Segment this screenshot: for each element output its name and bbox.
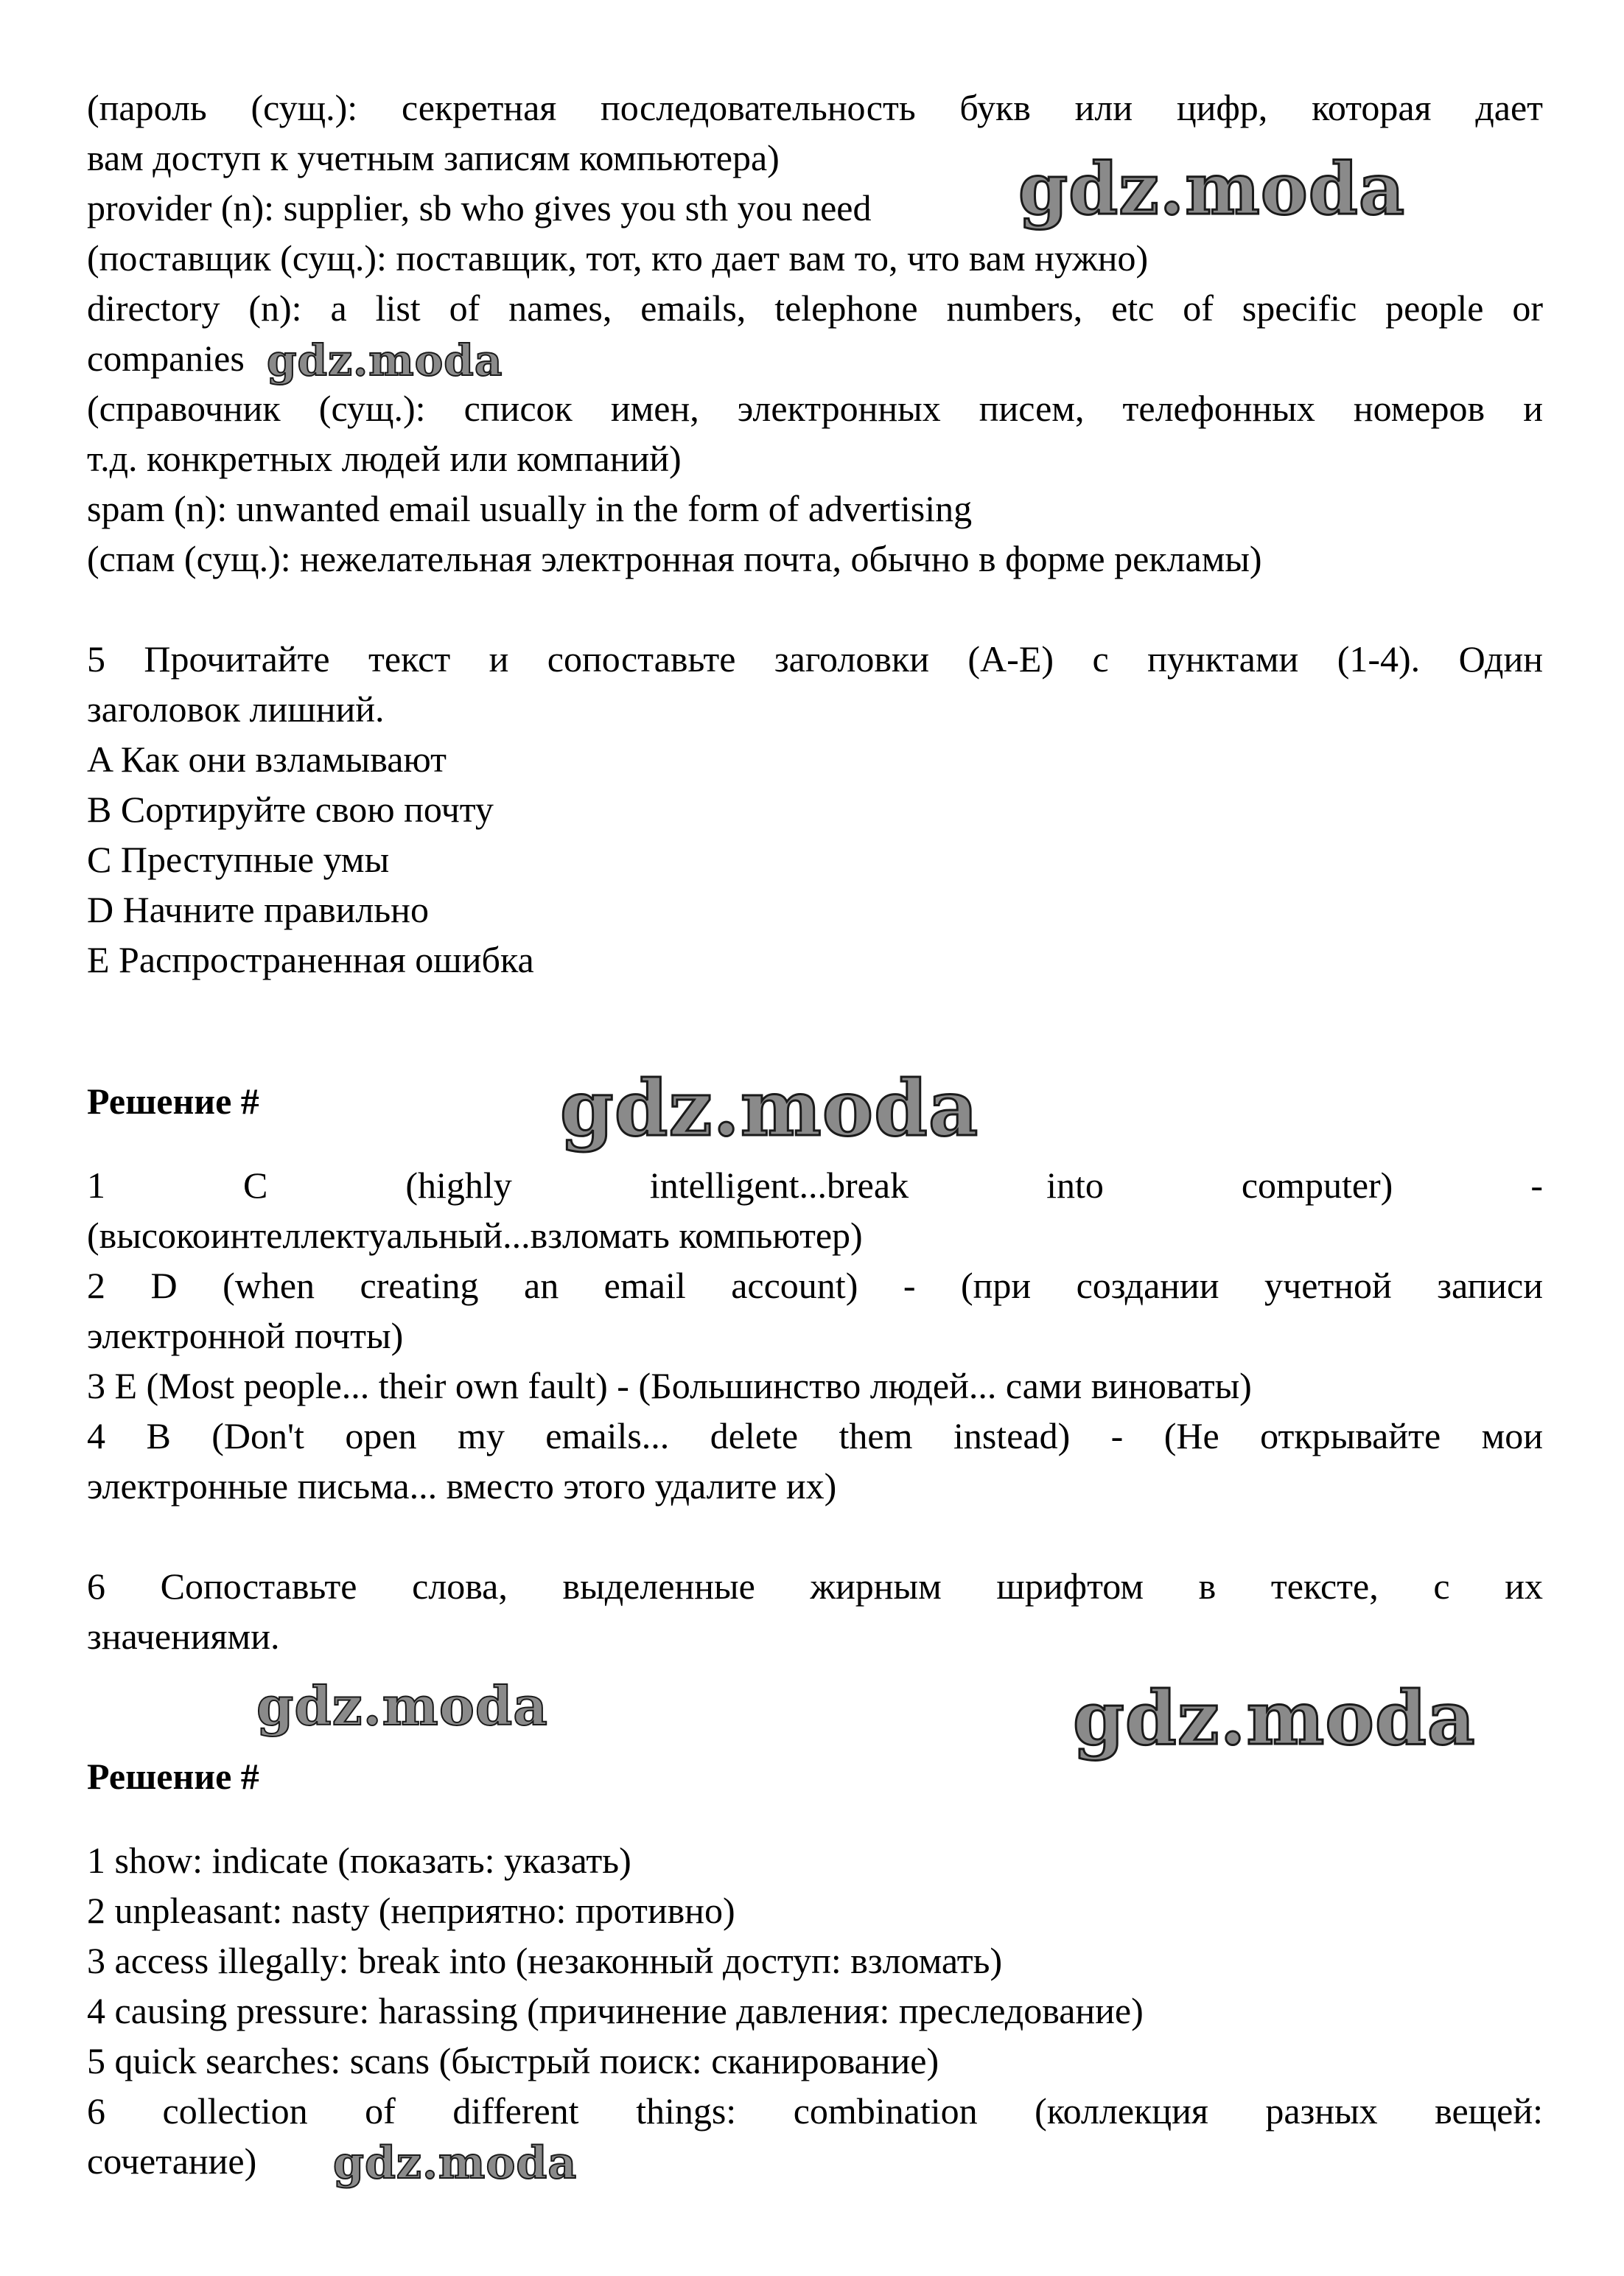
answer-line: 1 show: indicate (показать: указать) <box>87 1840 631 1881</box>
exercise-5-instruction: 5 Прочитайте текст и сопоставьте заголовки (A-E) с пунктами (1-4). Один <box>87 638 1543 680</box>
answer-line: (высокоинтеллектуальный...взломать компьютер) <box>87 1215 863 1256</box>
answer-line: 1 C (highly intelligent...break into computer) - <box>87 1165 1543 1206</box>
answer-line: 5 quick searches: scans (быстрый поиск: сканирование) <box>87 2040 939 2081</box>
heading-option-d: D Начните правильно <box>87 889 429 930</box>
watermark: gdz.moda <box>1018 147 1406 231</box>
text-line: т.д. конкретных людей или компаний) <box>87 438 682 479</box>
text-line: spam (n): unwanted email usually in the form of advertising <box>87 488 973 529</box>
watermark: gdz.moda <box>256 1675 548 1737</box>
text-line: (пароль (сущ.): секретная последовательность букв или цифр, которая дает <box>87 87 1543 128</box>
answer-line: 3 E (Most people... their own fault) - (Большинство людей... сами виноваты) <box>87 1365 1252 1406</box>
text-line: directory (n): a list of names, emails, telephone numbers, etc of specific people or <box>87 287 1543 329</box>
answer-line: 6 collection of different things: combination (коллекция разных вещей: <box>87 2090 1543 2132</box>
text-line: заголовок лишний. <box>87 688 385 730</box>
watermark: gdz.moda <box>267 335 503 385</box>
heading-option-b: B Сортируйте свою почту <box>87 789 494 830</box>
text-line: (спам (сущ.): нежелательная электронная почта, обычно в форме рекламы) <box>87 538 1262 579</box>
text-line: (поставщик (сущ.): поставщик, тот, кто дает вам то, что вам нужно) <box>87 237 1149 279</box>
text-line: companies <box>87 338 245 379</box>
text-line: вам доступ к учетным записям компьютера) <box>87 137 780 178</box>
solution-heading: Решение # <box>87 1081 259 1122</box>
heading-option-e: E Распространенная ошибка <box>87 939 534 980</box>
answer-line: сочетание) <box>87 2140 257 2182</box>
text-line: provider (n): supplier, sb who gives you sth you need <box>87 187 872 228</box>
answer-line: электронной почты) <box>87 1315 404 1356</box>
answer-line: 4 B (Don't open my emails... delete them instead) - (Не открывайте мои <box>87 1415 1543 1456</box>
watermark: gdz.moda <box>1073 1675 1476 1762</box>
answer-line: 4 causing pressure: harassing (причинение давления: преследование) <box>87 1990 1144 2031</box>
exercise-6-instruction: 6 Сопоставьте слова, выделенные жирным шрифтом в тексте, с их <box>87 1565 1543 1607</box>
watermark: gdz.moda <box>560 1063 979 1153</box>
heading-option-c: C Преступные умы <box>87 839 390 880</box>
answer-line: 2 unpleasant: nasty (неприятно: противно) <box>87 1890 735 1931</box>
heading-option-a: A Как они взламывают <box>87 739 447 780</box>
answer-line: электронные письма... вместо этого удалите их) <box>87 1465 837 1507</box>
text-line: значениями. <box>87 1616 280 1657</box>
watermark: gdz.moda <box>333 2137 578 2189</box>
text-line: (справочник (сущ.): список имен, электронных писем, телефонных номеров и <box>87 388 1543 429</box>
answer-line: 2 D (when creating an email account) - (при создании учетной записи <box>87 1265 1543 1306</box>
answer-line: 3 access illegally: break into (незаконный доступ: взломать) <box>87 1940 1003 1981</box>
solution-heading: Решение # <box>87 1756 259 1797</box>
